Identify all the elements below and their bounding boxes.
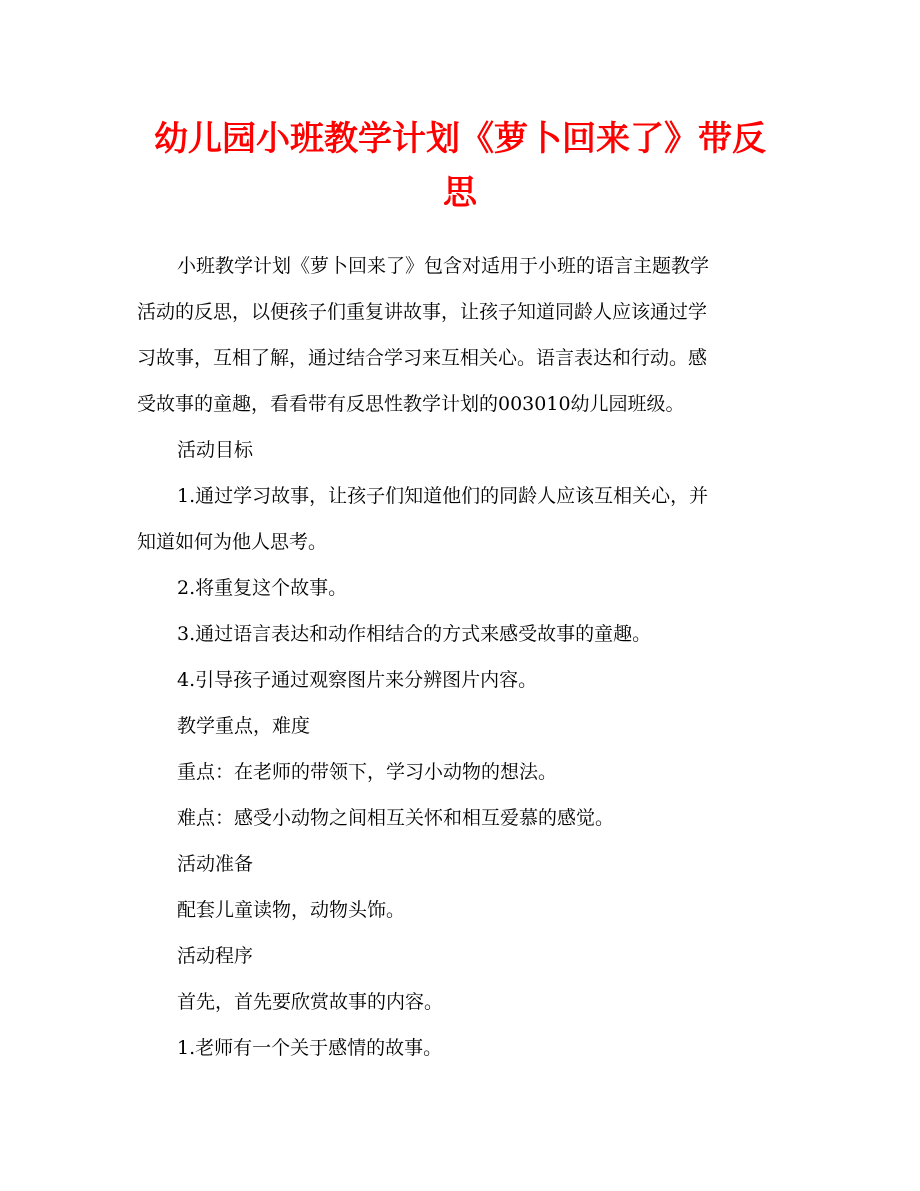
procedure-step-1: 1.老师有一个关于感情的故事。: [177, 1037, 443, 1059]
goal-item-4: 4.引导孩子通过观察图片来分辨图片内容。: [177, 669, 538, 691]
intro-line-3: 习故事，互相了解，通过结合学习来互相关心。语言表达和行动。感: [137, 347, 708, 369]
intro-line-2: 活动的反思，以便孩子们重复讲故事，让孩子知道同龄人应该通过学: [137, 301, 708, 323]
intro-line-1: 小班教学计划《萝卜回来了》包含对适用于小班的语言主题教学: [177, 255, 710, 277]
goal-item-3: 3.通过语言表达和动作相结合的方式来感受故事的童趣。: [177, 623, 652, 645]
procedure-step-first: 首先，首先要欣赏故事的内容。: [177, 991, 444, 1013]
focus-key-point: 重点：在老师的带领下，学习小动物的想法。: [177, 761, 558, 783]
section-heading-preparation: 活动准备: [177, 853, 254, 875]
section-heading-focus: 教学重点，难度: [177, 715, 311, 737]
section-heading-procedure: 活动程序: [177, 945, 254, 967]
section-heading-goals: 活动目标: [177, 439, 254, 461]
title-line-1: 幼儿园小班教学计划《萝卜回来了》带反: [154, 119, 766, 159]
focus-difficulty: 难点：感受小动物之间相互关怀和相互爱慕的感觉。: [177, 807, 615, 829]
document-title: [130, 112, 790, 220]
goal-item-2: 2.将重复这个故事。: [177, 577, 348, 599]
goal-item-1-line-1: 1.通过学习故事，让孩子们知道他们的同龄人应该互相关心，并: [177, 485, 709, 507]
title-line-2: 思: [443, 173, 477, 213]
preparation-text: 配套儿童读物，动物头饰。: [177, 899, 406, 921]
intro-line-4: 受故事的童趣，看看带有反思性教学计划的003010幼儿园班级。: [137, 393, 685, 415]
goal-item-1-line-2: 知道如何为他人思考。: [137, 531, 328, 553]
document-body: [137, 243, 777, 1071]
